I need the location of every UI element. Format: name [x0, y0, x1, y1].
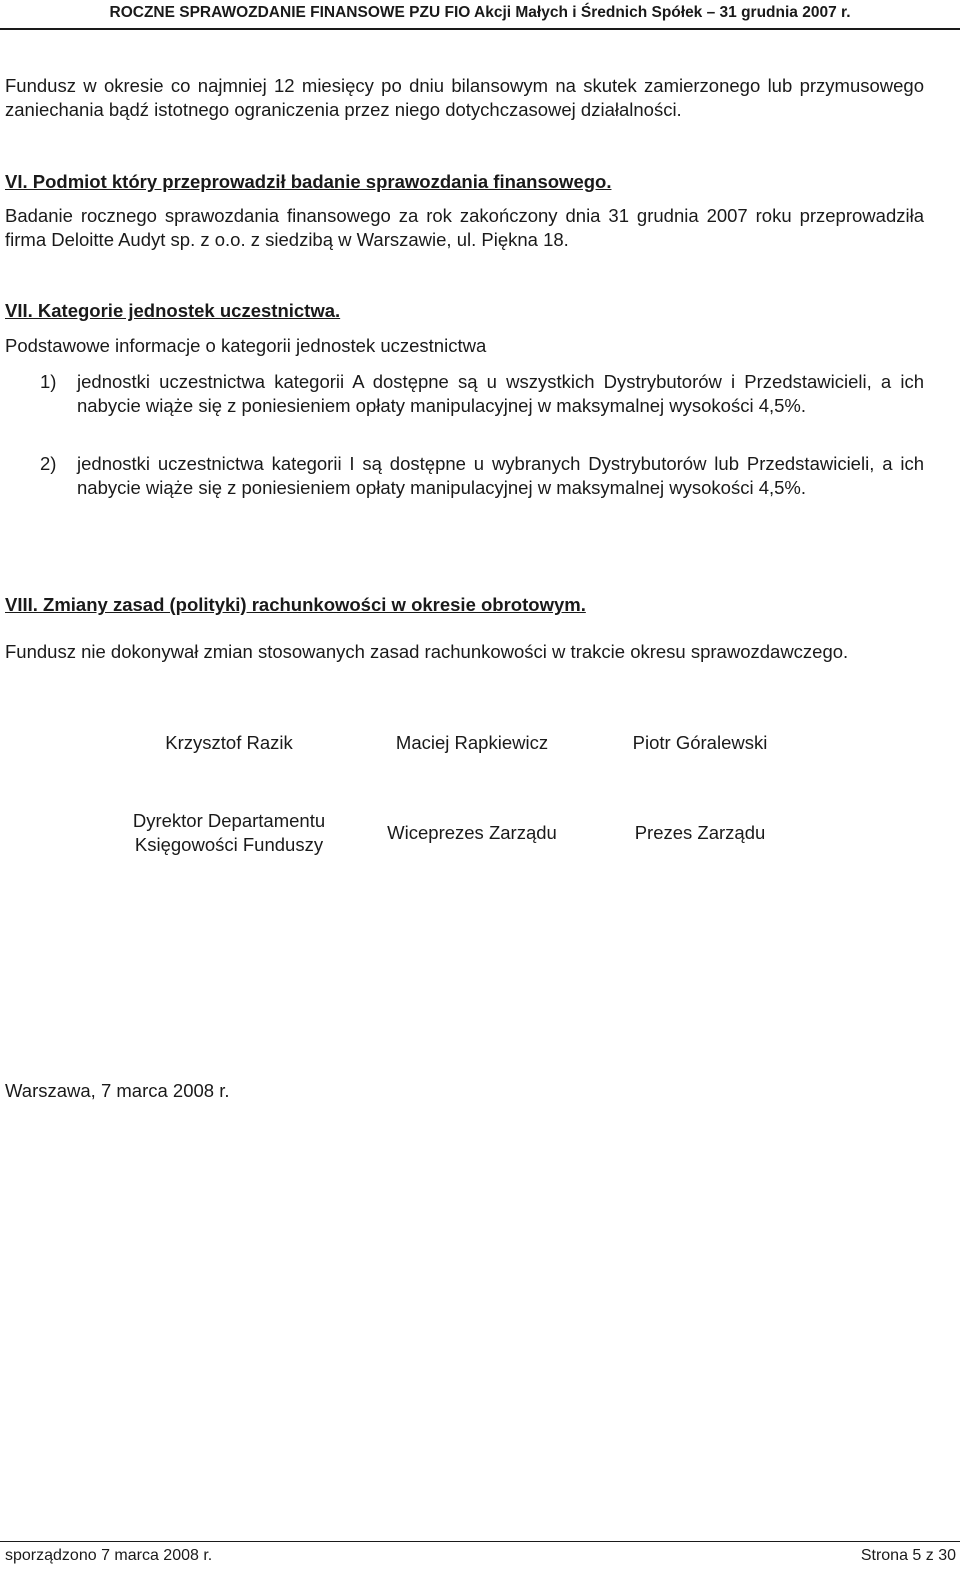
- signature-role: Wiceprezes Zarządu: [387, 822, 557, 843]
- signature-role: Księgowości Funduszy: [134, 834, 324, 855]
- list-item-number: 2): [40, 453, 57, 474]
- footer-date: sporządzono 7 marca 2008 r.: [5, 1547, 213, 1564]
- intro-paragraph: Fundusz w okresie co najmniej 12 miesięcy po dniu bilansowym na skutek zamierzonego lub przymusowego zaniechania bądź istotnego ograniczenia przez niego dotychczasowej działalności.: [5, 75, 924, 120]
- section-viii-paragraph: Fundusz nie dokonywał zmian stosowanych zasad rachunkowości w trakcie okresu sprawozdawczego.: [5, 641, 849, 662]
- section-vi-heading: VI. Podmiot który przeprowadził badanie sprawozdania finansowego.: [5, 171, 612, 192]
- signature-name: Piotr Góralewski: [632, 732, 768, 753]
- header-rule: [0, 28, 960, 30]
- list-item-text: jednostki uczestnictwa kategorii I są dostępne u wybranych Dystrybutorów lub Przedstawicieli, a ich nabycie wiąże się z poniesieniem opłaty manipulacyjnej w maksymalnej wysokości 4,5%.: [77, 453, 924, 498]
- section-viii-heading: VIII. Zmiany zasad (polityki) rachunkowości w okresie obrotowym.: [5, 594, 586, 615]
- page-number: Strona 5 z 30: [860, 1547, 956, 1564]
- section-vii-intro: Podstawowe informacje o kategorii jednostek uczestnictwa: [5, 335, 487, 356]
- place-date: Warszawa, 7 marca 2008 r.: [5, 1080, 230, 1101]
- footer-rule: [0, 1541, 960, 1542]
- section-vi-paragraph: Badanie rocznego sprawozdania finansowego za rok zakończony dnia 31 grudnia 2007 roku przeprowadziła firma Deloitte Audyt sp. z o.o. z siedzibą w Warszawie, ul. Piękna 18.: [5, 205, 924, 250]
- signature-name: Krzysztof Razik: [165, 732, 293, 753]
- page-header: ROCZNE SPRAWOZDANIE FINANSOWE PZU FIO Akcji Małych i Średnich Spółek – 31 grudnia 2007 r.: [109, 4, 851, 21]
- signature-role: Dyrektor Departamentu: [132, 810, 326, 831]
- section-vii-heading: VII. Kategorie jednostek uczestnictwa.: [5, 300, 341, 321]
- signature-name: Maciej Rapkiewicz: [395, 732, 549, 753]
- signature-role: Prezes Zarządu: [634, 822, 766, 843]
- list-item-number: 1): [40, 371, 57, 392]
- list-item-text: jednostki uczestnictwa kategorii A dostępne są u wszystkich Dystrybutorów i Przedstawicieli, a ich nabycie wiąże się z poniesieniem opłaty manipulacyjnej w maksymalnej wysokości 4,5%.: [77, 371, 924, 416]
